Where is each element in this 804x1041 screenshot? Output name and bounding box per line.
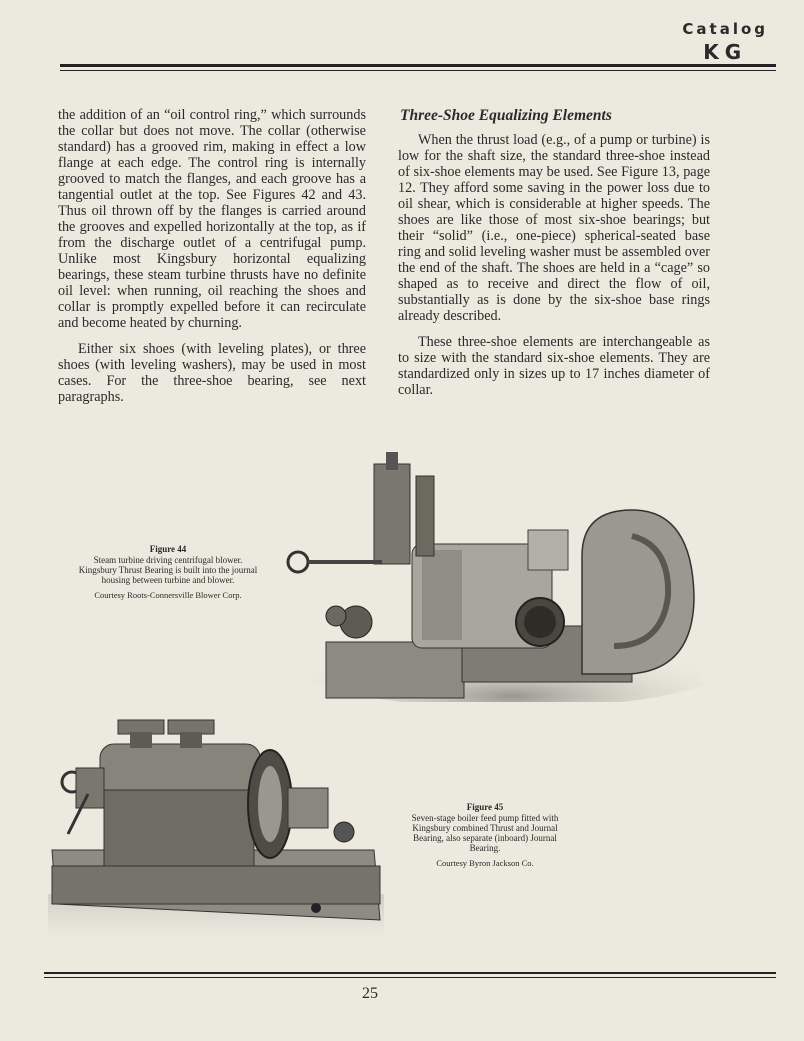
figure-45-courtesy: Courtesy Byron Jackson Co. <box>436 858 534 868</box>
figure-44-label: Figure 44 <box>149 544 187 554</box>
figure-44-courtesy: Courtesy Roots-Connersville Blower Corp. <box>94 590 242 600</box>
figure-45-photo <box>48 714 384 936</box>
right-paragraph-1: When the thrust load (e.g., of a pump or turbine) is low for the shaft size, the standard three-shoe instead of six-shoe elements may be used. See Figure 13, page 12. They afford some saving in the power loss due to oil shear, which is considerable at higher speeds. The shoes are like those of most six-shoe bearings; but their “solid” (i.e., one-piece) spherical-seated base ring and solid leveling washer must be assembled over the end of the shaft. The shoes are held in a “cage” so shaped as to receive and direct the flow of oil, substantially as is done by the six-shoe base rings already described. <box>398 132 710 324</box>
header-rule <box>60 64 776 67</box>
figure-44-photo <box>282 446 702 702</box>
catalog-code: KG <box>703 40 748 64</box>
right-column <box>398 108 710 408</box>
header-rule-thin <box>60 70 776 71</box>
catalog-header <box>682 20 768 64</box>
footer-rule <box>44 972 776 974</box>
figure-44-text: Steam turbine driving centrifugal blower. Kingsbury Thrust Bearing is built into the journal housing between turbine and blower. <box>78 555 258 585</box>
figure-45-text: Seven-stage boiler feed pump fitted with Kingsbury combined Thrust and Journal Bearing, also separate (inboard) Journal Bearing. <box>411 813 559 853</box>
left-paragraph-2: Either six shoes (with leveling plates), or three shoes (with leveling washers), may be used in most cases. For the three-shoe bearing, see next paragraphs. <box>58 341 366 405</box>
left-paragraph-1: the addition of an “oil control ring,” which surrounds the collar but does not move. The collar (otherwise standard) has a grooved rim, making in effect a low flange at each edge. The control ring is internally grooved to match the flanges, and each groove has a tangential outlet at the top. See Figures 42 and 43. Thus oil thrown off by the flanges is carried around the grooves and expelled horizontally at the top, as if from the discharge outlet of a centrifugal pump. Unlike most Kingsbury horizontal equalizing bearings, these steam turbine thrusts have no definite oil level: when running, oil reaching the shoes and collar is promptly expelled before it can recirculate and become heated by churning. <box>58 107 366 331</box>
right-paragraph-2: These three-shoe elements are interchangeable as to size with the standard six-shoe elements. They are standardized only in sizes up to 17 inches diameter of collar. <box>398 334 710 398</box>
catalog-label: Catalog <box>682 20 768 38</box>
figure-44-caption <box>76 544 260 600</box>
left-column <box>58 107 366 415</box>
page-number: 25 <box>362 985 378 1002</box>
footer-rule-thin <box>44 977 776 978</box>
section-heading: Three-Shoe Equalizing Elements <box>400 107 612 124</box>
figure-45-label: Figure 45 <box>466 802 504 812</box>
figure-45-caption <box>410 802 560 868</box>
